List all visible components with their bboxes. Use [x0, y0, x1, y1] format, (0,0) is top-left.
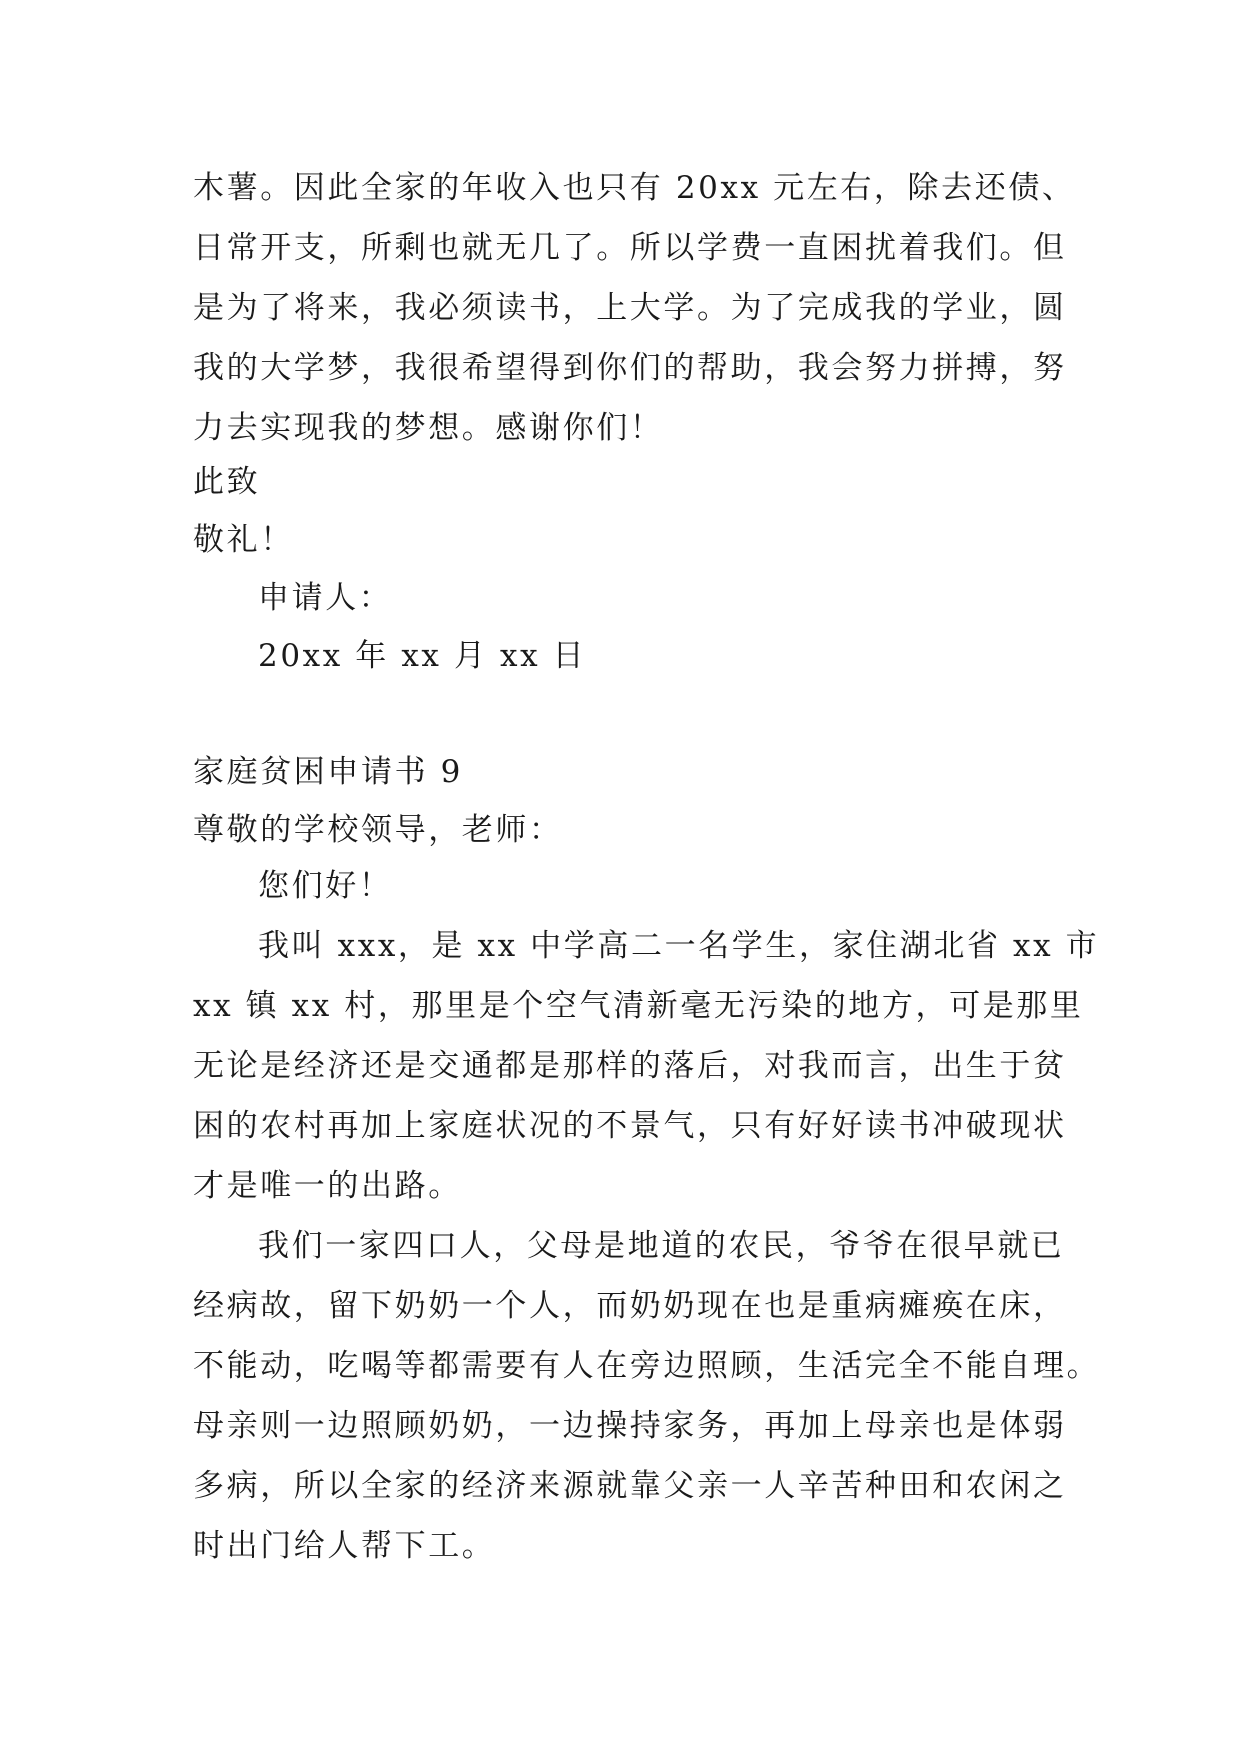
paragraph-line: 是为了将来，我必须读书，上大学。为了完成我的学业，圆 — [193, 290, 1067, 326]
paragraph-line: 时出门给人帮下工。 — [193, 1528, 496, 1564]
paragraph-line: xx 镇 xx 村，那里是个空气清新毫无污染的地方，可是那里 — [193, 988, 1084, 1024]
paragraph-line: 多病，所以全家的经济来源就靠父亲一人辛苦种田和农闲之 — [193, 1468, 1067, 1504]
paragraph-line: 才是唯一的出路。 — [193, 1168, 462, 1204]
paragraph-line: 困的农村再加上家庭状况的不景气，只有好好读书冲破现状 — [193, 1108, 1067, 1144]
paragraph-line: 我的大学梦，我很希望得到你们的帮助，我会努力拼搏，努 — [193, 350, 1067, 386]
letter-salutation: 尊敬的学校领导，老师： — [193, 812, 563, 848]
greeting: 您们好！ — [258, 868, 393, 904]
closing-salutation: 此致 — [193, 464, 261, 500]
paragraph-line: 母亲则一边照顾奶奶，一边操持家务，再加上母亲也是体弱 — [193, 1408, 1067, 1444]
paragraph-line: 经病故，留下奶奶一个人，而奶奶现在也是重病瘫痪在床， — [193, 1288, 1067, 1324]
closing-regards: 敬礼！ — [193, 522, 294, 558]
paragraph-line: 我们一家四口人，父母是地道的农民，爷爷在很早就已 — [258, 1228, 1065, 1264]
paragraph-line: 我叫 xxx，是 xx 中学高二一名学生，家住湖北省 xx 市 — [258, 928, 1100, 964]
date-line: 20xx 年 xx 月 xx 日 — [258, 638, 587, 674]
paragraph-line: 木薯。因此全家的年收入也只有 20xx 元左右，除去还债、 — [193, 170, 1076, 206]
paragraph-line: 力去实现我的梦想。感谢你们！ — [193, 410, 664, 446]
applicant-label: 申请人： — [258, 580, 393, 616]
section-title: 家庭贫困申请书 9 — [193, 754, 463, 790]
paragraph-line: 不能动，吃喝等都需要有人在旁边照顾，生活完全不能自理。 — [193, 1348, 1101, 1384]
paragraph-line: 日常开支，所剩也就无几了。所以学费一直困扰着我们。但 — [193, 230, 1067, 266]
paragraph-line: 无论是经济还是交通都是那样的落后，对我而言，出生于贫 — [193, 1048, 1067, 1084]
